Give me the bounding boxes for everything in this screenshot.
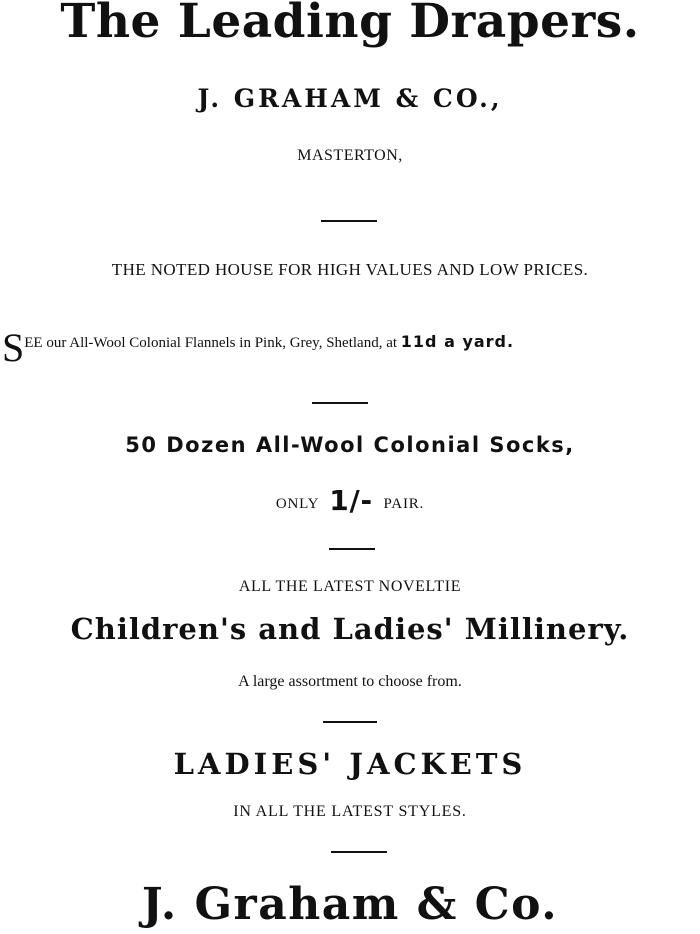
flannels-line [2, 325, 700, 370]
novelties-line: ALL THE LATEST NOVELTIE [238, 578, 462, 595]
motto: THE NOTED HOUSE FOR HIGH VALUES AND LOW PRICES. [111, 260, 589, 279]
divider-rule [321, 220, 377, 222]
socks-price-suffix: PAIR. [383, 496, 425, 512]
assortment-line: A large assortment to choose from. [238, 673, 462, 690]
divider-rule [323, 721, 377, 723]
flannels-price: 11d a yard. [400, 332, 515, 351]
town-name: MASTERTON, [297, 147, 403, 164]
dropcap: S [2, 325, 25, 370]
millinery-headline: Children's and Ladies' Millinery. [70, 612, 630, 646]
jackets-headline: LADIES' JACKETS [173, 747, 527, 781]
socks-price-line [0, 484, 700, 517]
signoff: J. Graham & Co. [141, 879, 559, 930]
divider-rule [312, 402, 368, 404]
divider-rule [329, 548, 375, 550]
socks-price-prefix: ONLY [275, 496, 319, 512]
flannels-text: EE our All-Wool Colonial Flannels in Pink, Grey, Shetland, at [24, 335, 398, 351]
jacket-styles-line: IN ALL THE LATEST STYLES. [233, 803, 467, 820]
divider-rule [331, 851, 387, 853]
headline: The Leading Drapers. [60, 0, 640, 49]
firm-name: J. GRAHAM & CO., [197, 84, 503, 113]
socks-price: 1/- [329, 484, 373, 517]
socks-headline: 50 Dozen All-Wool Colonial Socks, [125, 433, 575, 457]
